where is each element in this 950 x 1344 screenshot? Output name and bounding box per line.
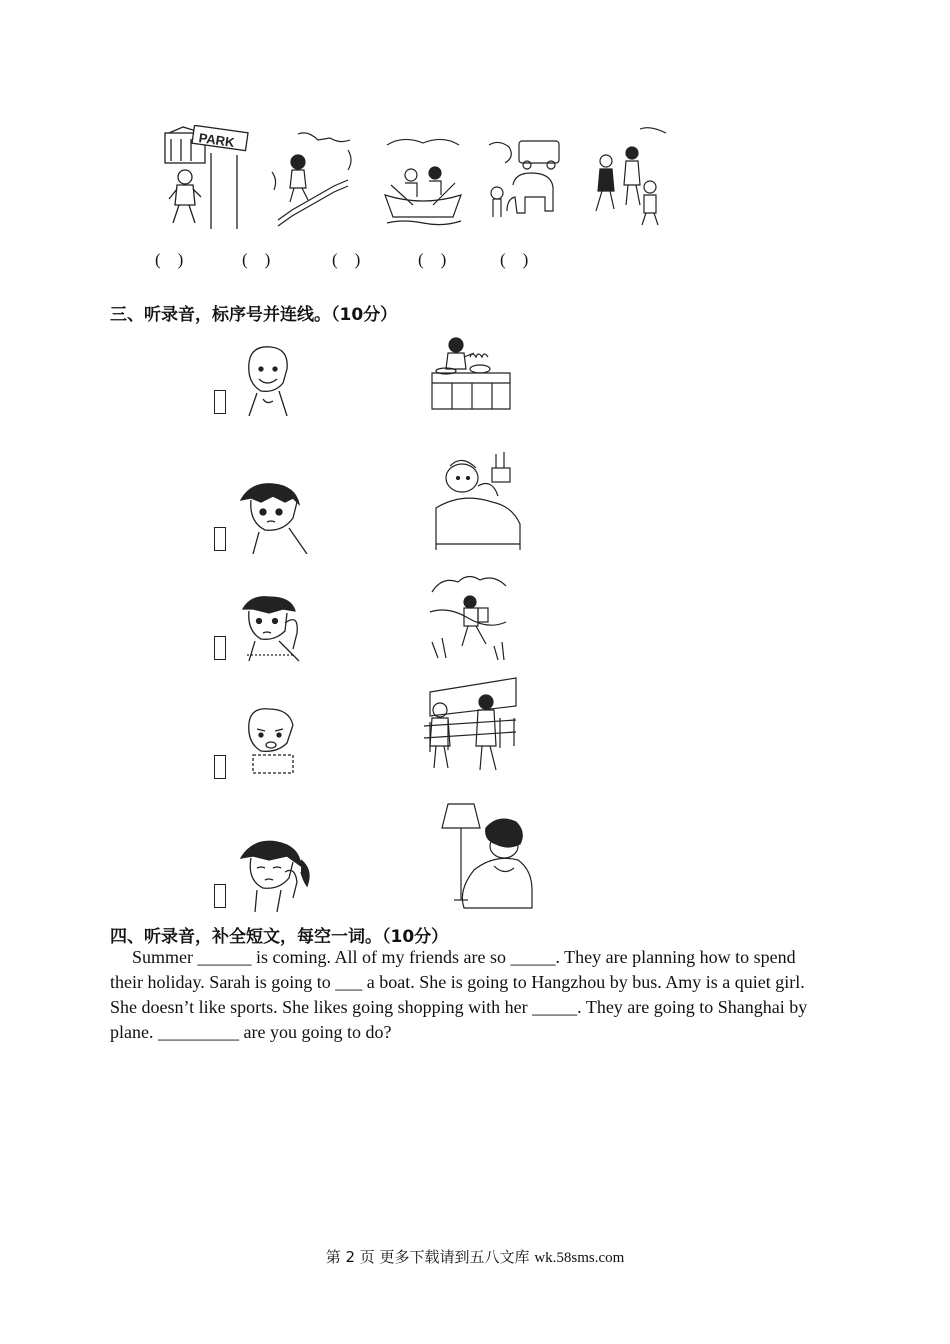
page-footer bbox=[0, 1246, 950, 1267]
boy-hiking-icon bbox=[428, 572, 508, 662]
footer-site-link[interactable]: wk.58sms.com bbox=[534, 1250, 625, 1266]
family-walking-icon bbox=[590, 125, 670, 228]
boat-rowing-icon bbox=[383, 135, 463, 227]
passage-line-2: their holiday. Sarah is going to ___ a boat. She is going to Hangzhou by bus. Amy is a quiet girl. bbox=[110, 972, 805, 992]
number-box-1[interactable] bbox=[214, 390, 226, 414]
number-box-2[interactable] bbox=[214, 527, 226, 551]
passage-line-1: Summer ______ is coming. All of my friends are so _____. They are planning how to spend bbox=[132, 947, 796, 967]
park-girl-icon bbox=[163, 125, 249, 229]
passage-line-4: plane. _________ are you going to do? bbox=[110, 1022, 392, 1042]
boy-cooking-icon bbox=[430, 333, 512, 411]
answer-paren-3[interactable]: ( ) bbox=[332, 250, 361, 269]
answer-paren-5[interactable]: ( ) bbox=[500, 250, 529, 269]
elephant-zoo-icon bbox=[485, 137, 565, 227]
section4-heading: 四、听录音，补全短文，每空一词。（10分） bbox=[110, 927, 449, 947]
passage-line-3: She doesn’t like sports. She likes going shopping with her _____. They are going to Shanghai by bbox=[110, 997, 808, 1017]
worried-boy-icon bbox=[237, 478, 313, 554]
girl-crying-icon bbox=[237, 836, 315, 912]
number-box-5[interactable] bbox=[214, 884, 226, 908]
sick-person-in-bed-icon bbox=[432, 448, 524, 550]
number-box-4[interactable] bbox=[214, 755, 226, 779]
park-sign-text: PARK bbox=[197, 130, 236, 150]
answer-paren-2[interactable]: ( ) bbox=[242, 250, 271, 269]
answer-paren-4[interactable]: ( ) bbox=[418, 250, 447, 269]
smiling-boy-icon bbox=[243, 343, 291, 416]
fill-in-passage bbox=[110, 945, 848, 1045]
boy-toothache-icon bbox=[243, 705, 301, 775]
number-box-3[interactable] bbox=[214, 636, 226, 660]
kids-at-fence-icon bbox=[420, 676, 520, 776]
girl-climbing-stairs-icon bbox=[268, 130, 354, 230]
person-with-lamp-icon bbox=[434, 800, 538, 912]
answer-paren-1[interactable]: ( ) bbox=[155, 250, 184, 269]
boy-headache-icon bbox=[239, 593, 303, 663]
section3-heading: 三、听录音，标序号并连线。（10分） bbox=[110, 305, 398, 325]
footer-text: 第 2 页 更多下载请到五八文库 bbox=[325, 1248, 535, 1266]
